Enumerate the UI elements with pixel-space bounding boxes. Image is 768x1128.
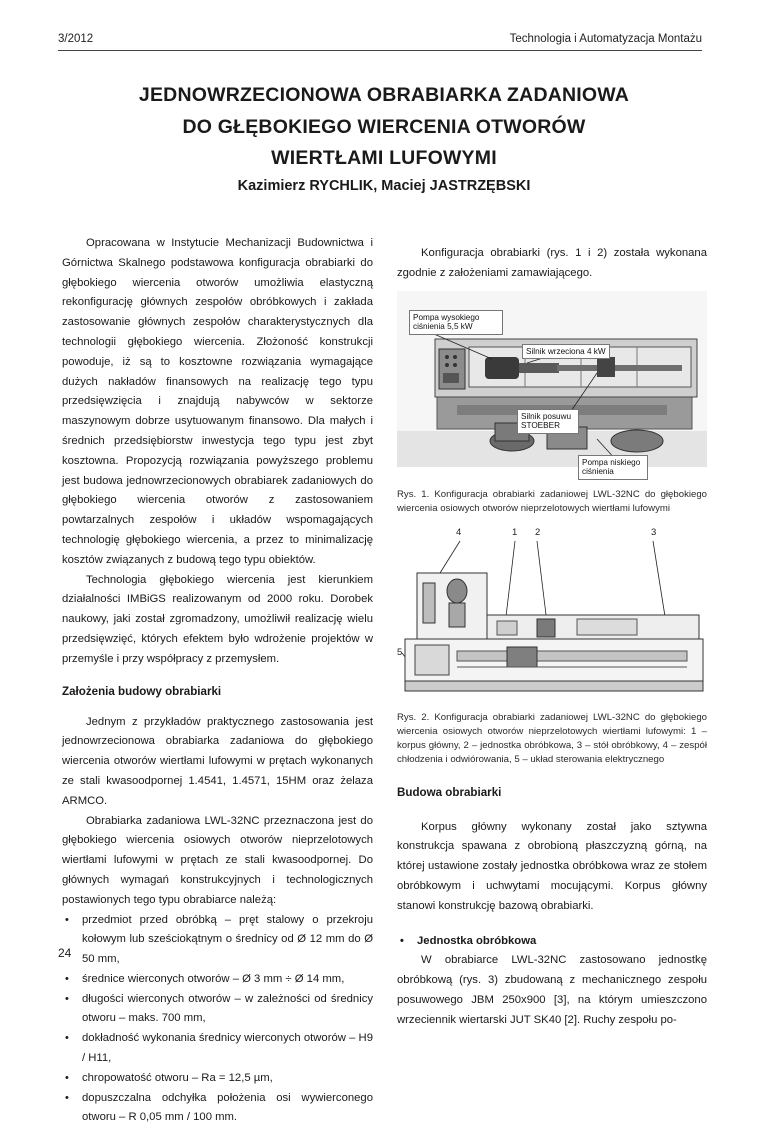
- title-line-3: WIERTŁAMI LUFOWYMI: [0, 147, 768, 170]
- list-item: • Jednostka obróbkowa: [397, 932, 707, 952]
- right-column: [397, 244, 707, 1031]
- config-intro: Konfiguracja obrabiarki (rys. 1 i 2) została wykonana zgodnie z założeniami zamawiającego.: [397, 244, 707, 284]
- list-item: • średnice wierconych otworów – Ø 3 mm ÷ Ø 14 mm,: [62, 970, 373, 990]
- page-number: 24: [58, 946, 71, 960]
- callout-spindle-motor: Silnik wrzeciona 4 kW: [522, 344, 610, 360]
- header-rule: [58, 50, 702, 51]
- title-line-2: DO GŁĘBOKIEGO WIERCENIA OTWORÓW: [0, 116, 768, 139]
- figure-1: [397, 291, 707, 467]
- list-item: • dokładność wykonania średnicy wierconych otworów – H9 / H11,: [62, 1029, 373, 1069]
- title-line-1: JEDNOWRZECIONOWA OBRABIARKA ZADANIOWA: [0, 84, 768, 107]
- assumptions-paragraph-1: Jednym z przykładów praktycznego zastosowania jest jednowrzecionowa obrabiarka zadaniowa do głębokiego wiercenia otworów wiertłami lufowymi w prętach wykonanych ze stali kwasoodpornej 1.4541, 1.4571, 15HM oraz żelaza ARMCO.: [62, 713, 373, 812]
- label-3: 3: [651, 527, 656, 538]
- list-item: • chropowatość otworu – Ra = 12,5 µm,: [62, 1069, 373, 1089]
- journal-name: Technologia i Automatyzacja Montażu: [510, 33, 702, 45]
- intro-paragraph-2: Technologia głębokiego wiercenia jest kierunkiem działalności IMBiGS realizowanym od 2000 roku. Dorobek naukowy, jaki został zgromadzony, umożliwił realizację wielu przedsięwzięć, których efektem było wdrożenie projektów w przemyśle i przy współpracy z przemysłem.: [62, 571, 373, 670]
- callout-feed-motor: Silnik posuwu STOEBER: [517, 409, 579, 434]
- section-heading-construction: Budowa obrabiarki: [397, 786, 707, 799]
- unit-paragraph: W obrabiarce LWL-32NC zastosowano jednostkę obróbkową (rys. 3) zbudowaną z mechanicznego zespołu posuwowego JBM 250x900 [3], na którym umieszczono wrzeciennik wiertarski JUT SK40 [2]. Ruchy zespołu po-: [397, 951, 707, 1030]
- callout-high-pressure-pump: Pompa wysokiego ciśnienia 5,5 kW: [409, 310, 503, 335]
- callout-low-pressure-pump: Pompa niskiego ciśnienia: [578, 455, 648, 480]
- section-heading-assumptions: Założenia budowy obrabiarki: [62, 685, 373, 698]
- label-5: 5: [397, 647, 402, 658]
- figure-2: [397, 533, 707, 699]
- authors: Kazimierz RYCHLIK, Maciej JASTRZĘBSKI: [0, 178, 768, 194]
- label-1: 1: [512, 527, 517, 538]
- figure-2-caption: Rys. 2. Konfiguracja obrabiarki zadaniowej LWL-32NC do głębokiego wiercenia osiowych otworów nieprzelotowych wiertłami lufowymi: 1 – korpus główny, 2 – jednostka obróbkowa, 3 – stół obróbkowy, 4 – zespół chłodzenia i odwiórowania, 5 – układ sterowania elektrycznego: [397, 711, 707, 767]
- assumptions-paragraph-2: Obrabiarka zadaniowa LWL-32NC przeznaczona jest do głębokiego wiercenia osiowych otworów nieprzelotowych wiertłami lufowymi w prętach ze stali kwasoodpornej. Do głównych wymagań konstrukcyjnych i technologicznych postawionych tego typu obrabiarce należą:: [62, 812, 373, 911]
- list-item: • przedmiot przed obróbką – pręt stalowy o przekroju kołowym lub sześciokątnym o średnicy od Ø 12 mm do Ø 50 mm,: [62, 911, 373, 970]
- machine-drawing-illustration: [397, 533, 707, 699]
- list-item: • długości wierconych otworów – w zależności od średnicy otworu – maks. 700 mm,: [62, 990, 373, 1030]
- label-2: 2: [535, 527, 540, 538]
- construction-paragraph: Korpus główny wykonany został jako sztywna konstrukcja spawana z obrobioną płaszczyzną górną, na której ustawione zostały jednostka obróbkowa wraz ze stołem obróbkowym i uchwytami mocującymi. Korpus główny stanowi konstrukcję bazową obrabiarki.: [397, 818, 707, 917]
- figure-1-caption: Rys. 1. Konfiguracja obrabiarki zadaniowej LWL-32NC do głębokiego wiercenia osiowych otworów nieprzelotowych wiertłami lufowymi: [397, 488, 707, 516]
- intro-paragraph: Opracowana w Instytucie Mechanizacji Budownictwa i Górnictwa Skalnego podstawowa konfiguracja obrabiarki do głębokiego wiercenia otworów umożliwia elastyczną rekonfigurację głównych zespołów obróbkowych i zakłada zastosowanie głównych zespołów charakterystycznych dla technologii głębokiego wiercenia. Złożoność konstrukcji powoduje, iż są to kosztowne rozwiązania wymagające dużych nakładów finansowych na realizację tego typu przedsięwzięcia i znajdują nabywców w sektorze maszynowym dobrze usytuowanym finansowo. Dla małych i średnich przedsiębiorstw inwestycja tego typu jest zbyt kosztowna. Propozycją rozwiązania powyższego problemu jest budowa jednowrzecionowych obrabiarek zadaniowych do głębokiego wiercenia otworów z zastosowaniem powtarzalnych zespołów i układów wspomagających technologię głębokiego wiercenia, a przez to minimalizację kosztów związanych z budową tego typu obiektów.: [62, 234, 373, 571]
- list-item: • dopuszczalna odchyłka położenia osi wywierconego otworu – R 0,05 mm / 100 mm.: [62, 1089, 373, 1128]
- label-4: 4: [456, 527, 461, 538]
- requirements-list: [62, 911, 373, 1128]
- issue-number: 3/2012: [58, 33, 93, 45]
- construction-bullets: [397, 932, 707, 952]
